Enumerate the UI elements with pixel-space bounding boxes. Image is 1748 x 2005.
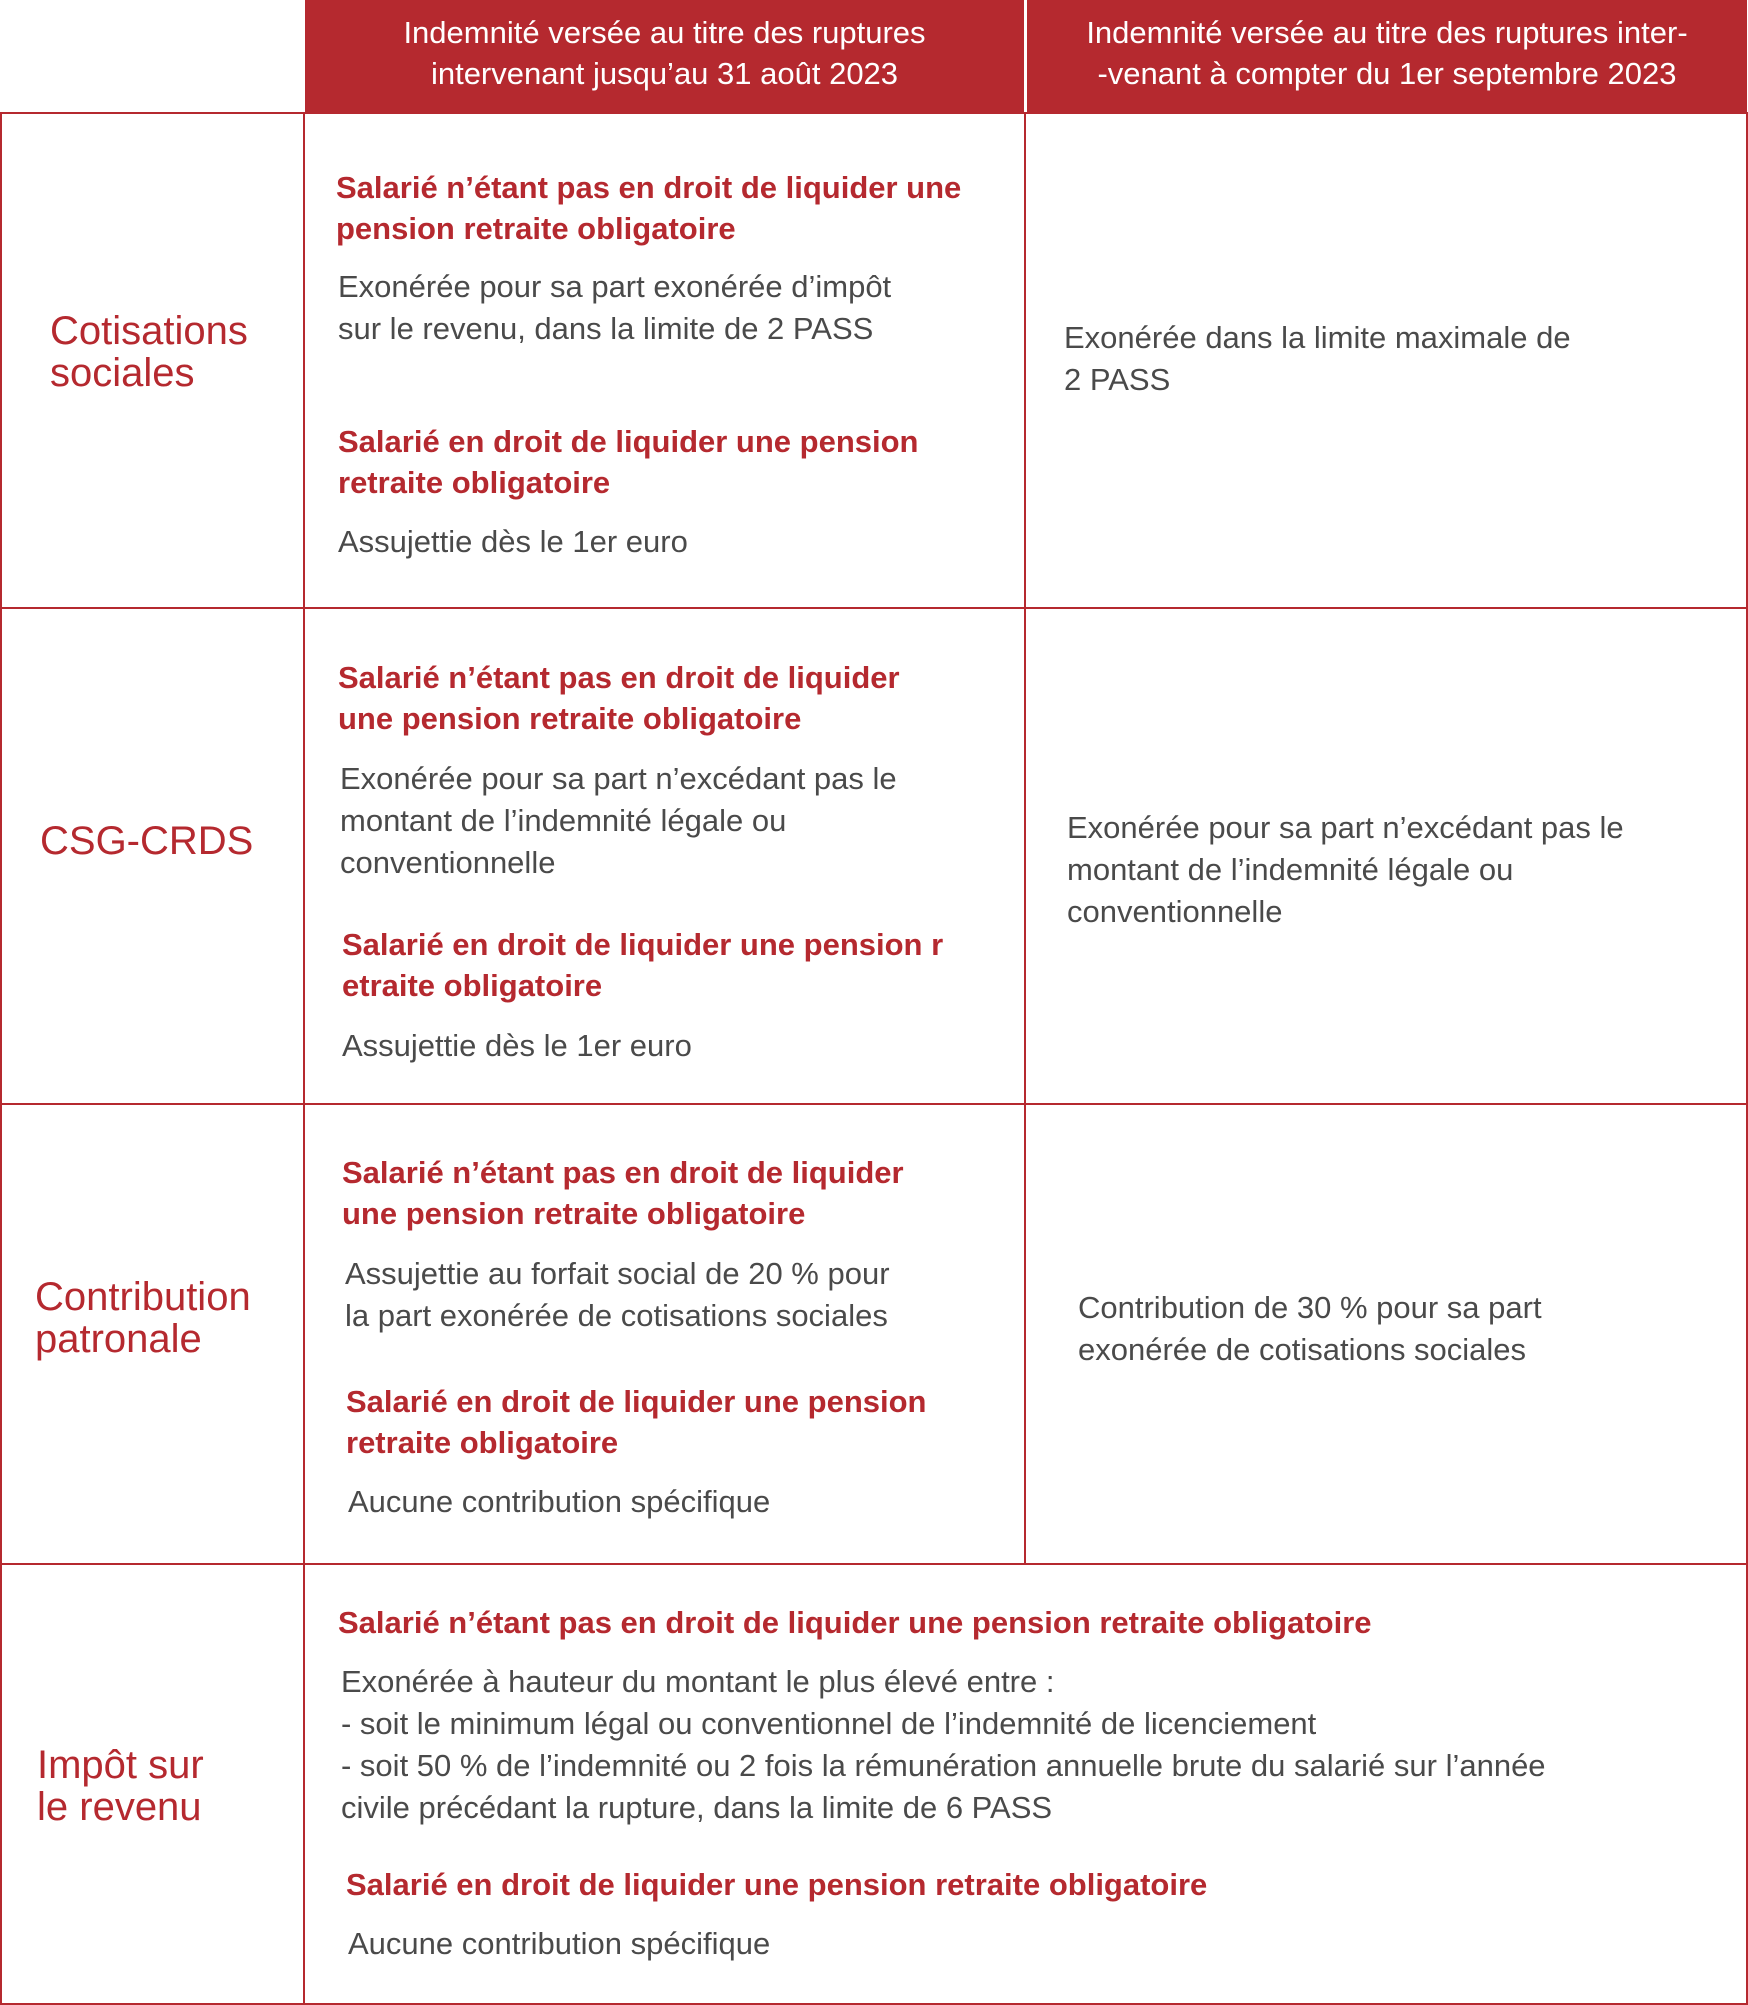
column-divider — [1024, 112, 1026, 1564]
column-divider — [0, 112, 2, 2005]
cell-text: Exonérée pour sa part exonérée d’impôt sur le revenu, dans la limite de 2 PASS — [338, 269, 892, 346]
cell-subheading: Salarié en droit de liquider une pension retraite obligatoire — [338, 424, 919, 500]
row-label-csg-crds: CSG-CRDS — [40, 819, 254, 863]
cell-text: Assujettie dès le 1er euro — [342, 1028, 692, 1063]
row-divider — [0, 112, 1748, 114]
column-divider — [303, 112, 305, 2005]
cell-text: Contribution de 30 % pour sa part exonérée de cotisations sociales — [1078, 1290, 1542, 1367]
cell-text: Exonérée à hauteur du montant le plus élevé entre : - soit le minimum légal ou conventionnel de l’indemnité de licenciement - soit 50 % de l’indemnité ou 2 fois la rémunération annuelle brute du salarié sur l’année civile précédant la rupture, dans la limite de 6 PASS — [341, 1664, 1546, 1825]
row-label-cotisations-sociales: Cotisations sociales — [50, 309, 248, 395]
cell-subheading: Salarié en droit de liquider une pension retraite obligatoire — [346, 1384, 927, 1460]
row-divider — [0, 1563, 1748, 1565]
row-divider — [0, 607, 1748, 609]
row-label-contribution-patronale: Contribution patronale — [35, 1275, 251, 1361]
row-divider — [0, 1103, 1748, 1105]
cell-text: Exonérée dans la limite maximale de 2 PASS — [1064, 320, 1571, 397]
cell-text: Assujettie dès le 1er euro — [338, 524, 688, 559]
cell-subheading: Salarié en droit de liquider une pension r etraite obligatoire — [342, 927, 944, 1003]
cell-text: Aucune contribution spécifique — [348, 1484, 771, 1519]
cell-text: Aucune contribution spécifique — [348, 1926, 771, 1961]
header-col-until-aug-2023: Indemnité versée au titre des ruptures intervenant jusqu’au 31 août 2023 — [305, 0, 1024, 113]
cell-subheading: Salarié en droit de liquider une pension retraite obligatoire — [346, 1867, 1208, 1902]
cell-text: Exonérée pour sa part n’excédant pas le montant de l’indemnité légale ou conventionnelle — [1067, 810, 1624, 929]
cell-subheading: Salarié n’étant pas en droit de liquider une pension retraite obligatoire — [338, 1605, 1372, 1640]
cell-subheading: Salarié n’étant pas en droit de liquider une pension retraite obligatoire — [342, 1155, 904, 1231]
cell-subheading: Salarié n’étant pas en droit de liquider une pension retraite obligatoire — [338, 660, 900, 736]
cell-text: Exonérée pour sa part n’excédant pas le montant de l’indemnité légale ou conventionnelle — [340, 761, 897, 880]
cell-text: Assujettie au forfait social de 20 % pour la part exonérée de cotisations sociales — [345, 1256, 890, 1333]
cell-subheading: Salarié n’étant pas en droit de liquider une pension retraite obligatoire — [336, 170, 962, 246]
row-label-impot-sur-le-revenu: Impôt sur le revenu — [37, 1743, 204, 1829]
header-col-from-sep-2023: Indemnité versée au titre des ruptures inter- -venant à compter du 1er septembre 2023 — [1027, 0, 1747, 113]
